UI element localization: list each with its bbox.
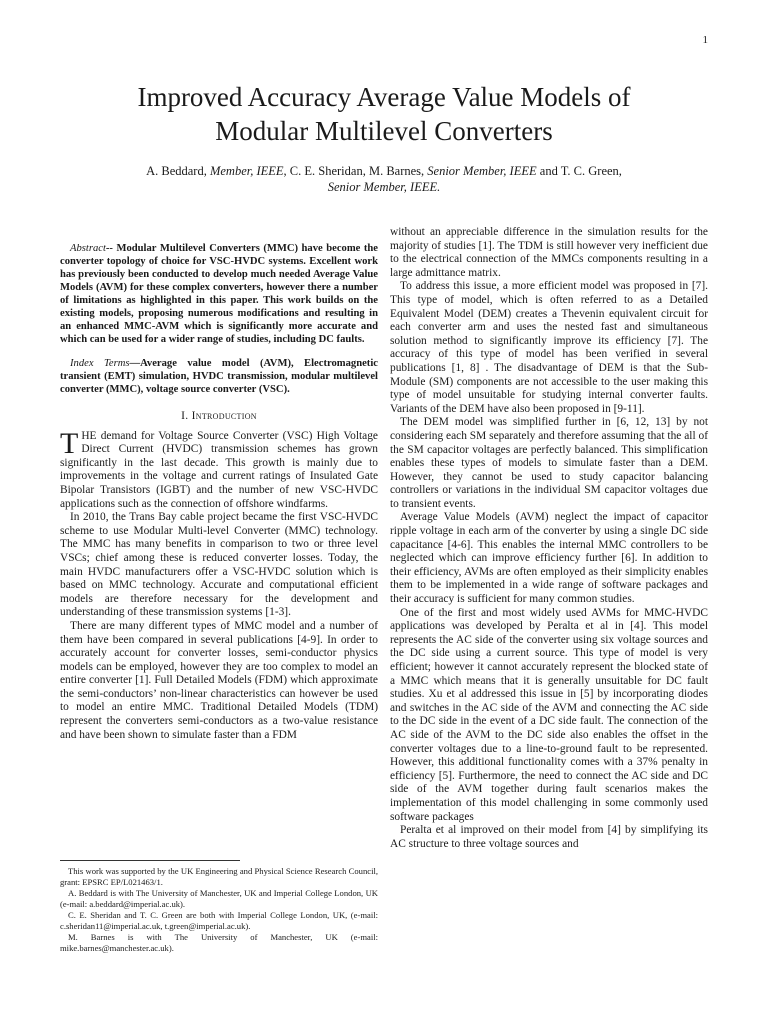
footnote-author-2-4: C. E. Sheridan and T. C. Green are both with Imperial College London, UK, (e-mail: c.sheridan11@imperial.ac.uk, t.green@imperial.ac.uk). bbox=[60, 910, 378, 931]
footnote-divider bbox=[60, 860, 240, 861]
right-paragraph-1: without an appreciable difference in the simulation results for the majority of studies [1]. The TDM is still however very inefficient due to the electrical connection of the MMCs components resulting in a large admittance matrix. bbox=[390, 226, 708, 279]
title-line-1: Improved Accuracy Average Value Models of bbox=[137, 82, 631, 112]
right-paragraph-4: Average Value Models (AVM) neglect the impact of capacitor ripple voltage in each arm of the converter by using a single DC side capacitance [4-6]. This enables the internal MMC controllers to be neglected which can improve efficiency further [6]. In addition to their efficiency, AVMs are often employed as their simplicity enables them to be implemented in a wide range of software packages and their accuracy is sufficient for many common studies. bbox=[390, 511, 708, 606]
right-paragraph-6: Peralta et al improved on their model from [4] by simplifying its AC structure to three voltage sources and bbox=[390, 824, 708, 850]
index-terms-label: Index Terms bbox=[70, 358, 130, 369]
author-2-3: , C. E. Sheridan, M. Barnes, bbox=[283, 164, 428, 178]
author-4: and T. C. Green, bbox=[536, 164, 622, 178]
footnote-author-3: M. Barnes is with The University of Manchester, UK (e-mail: mike.barnes@manchester.ac.uk). bbox=[60, 932, 378, 953]
author-list bbox=[60, 163, 708, 195]
section-title: Introduction bbox=[191, 410, 257, 422]
title-line-2: Modular Multilevel Converters bbox=[215, 116, 553, 146]
intro-paragraph-1-text: HE demand for Voltage Source Converter (VSC) High Voltage Direct Current (HVDC) transmission schemes has grown significantly in the last decade. This growth is mainly due to improvements in the voltage and current ratings of Insulated Gate Bipolar Transistors (IGBT) and the number of new VSC-HVDC applications such as the connection of offshore windfarms. bbox=[60, 429, 378, 510]
author-4-role: Senior Member, IEEE. bbox=[327, 180, 441, 194]
intro-paragraph-2: In 2010, the Trans Bay cable project became the first VSC-HVDC scheme to use Modular Multi-level Converter (MMC) technology. The MMC has many benefits in comparison to two or three level VSCs; chief among these is reduced converter losses. Today, the main HVDC manufacturers offer a VSC-HVDC solution which is based on MMC technology. Accurate and computational efficient models are therefore necessary for the development and understanding of these transmission systems [1-3]. bbox=[60, 511, 378, 619]
author-1-role: Member, IEEE bbox=[209, 164, 284, 178]
left-column bbox=[60, 242, 378, 742]
footnote-funding: This work was supported by the UK Engineering and Physical Science Research Council, grant: EPSRC EP/L021463/1. bbox=[60, 866, 378, 887]
right-paragraph-2: To address this issue, a more efficient model was proposed in [7]. This type of model, which is often referred to as a Detailed Equivalent Model (DEM) creates a Thevenin equivalent circuit for each converter arm and uses the nested fast and simultaneous solution method to significantly improve its efficiency [7]. The accuracy of this type of model has been verified in several publications [1, 8] . The disadvantage of DEM is that the Sub-Module (SM) components are not accessible to the user making this type of model unsuitable for studying internal converter faults. Variants of the DEM have also been proposed in [9-11]. bbox=[390, 280, 708, 415]
abstract bbox=[60, 242, 378, 346]
index-terms-text: —Average value model (AVM), Electromagnetic transient (EMT) simulation, HVDC transmission, modular multilevel converter (MMC), voltage source converter (VSC). bbox=[60, 358, 378, 395]
section-number: I. bbox=[181, 410, 192, 422]
page-number: 1 bbox=[702, 34, 708, 46]
abstract-text: -- Modular Multilevel Converters (MMC) have become the converter topology of choice for VSC-HVDC systems. Excellent work has previously been conducted to develop much needed Average Value Models (AVM) for these complex converters, however there a number of limitations as highlighted in this paper. This work builds on the existing models, proposing numerous modifications and resulting in an enhanced MMC-AVM which is significantly more accurate and which can be used for a wider range of studies, including DC faults. bbox=[60, 243, 378, 345]
intro-paragraph-1 bbox=[60, 426, 378, 512]
abstract-label: Abstract bbox=[70, 243, 106, 254]
paper-title bbox=[40, 80, 728, 148]
right-paragraph-3: The DEM model was simplified further in [6, 12, 13] by not considering each SM separately and therefore assuming that the all of the SM capacitor voltages are perfectly balanced. This simplification enables these types of models to simulate faster than a DEM. However, they cannot be used to study capacitor balancing controllers or variations in the individual SM capacitor voltages due to transient events. bbox=[390, 416, 708, 510]
author-3-role: Senior Member, IEEE bbox=[427, 164, 537, 178]
footnote-author-1: A. Beddard is with The University of Manchester, UK and Imperial College London, UK (e-mail: a.beddard@imperial.ac.uk). bbox=[60, 888, 378, 909]
index-terms bbox=[60, 357, 378, 396]
footnotes bbox=[60, 866, 378, 954]
intro-paragraph-3: There are many different types of MMC model and a number of them have been compared in several publications [4-9]. In order to accurately account for converter losses, semi-conductor physics models can be employed, however they are too complex to model an entire converter [1]. Full Detailed Models (FDM) which approximate the semi-conductors’ non-linear characteristics can however be used to model an entire MMC. Traditional Detailed Models (TDM) represent the converters semi-conductors as a two-value resistance and have been shown to simulate faster than a FDM bbox=[60, 619, 378, 741]
author-1: A. Beddard, bbox=[146, 164, 210, 178]
right-paragraph-5: One of the first and most widely used AVMs for MMC-HVDC applications was developed by Peralta et al in [4]. This model represents the AC side of the converter using six voltage sources and the DC side using a current source. This type of model is very efficient; however it cannot accurately represent the blocked state of a MMC which means that it is generally unsuitable for DC fault studies. Xu et al addressed this issue in [5] by incorporating diodes and switches in the AC side of the AVM and connecting the AC side to the DC side in the event of a DC side fault. The connection of the AC side of the AVM to the DC side also enables the offset in the converter voltages due to a line-to-ground fault to be represented. However, this additional functionality comes with a 37% penalty in efficiency [5]. Furthermore, the need to connect the AC side and DC side of the AVM together during fault scenarios makes the implementation of this model challenging in some commonly used software packages bbox=[390, 606, 708, 823]
section-heading-introduction bbox=[60, 410, 378, 424]
drop-cap: T bbox=[60, 426, 79, 460]
right-column bbox=[390, 226, 708, 851]
